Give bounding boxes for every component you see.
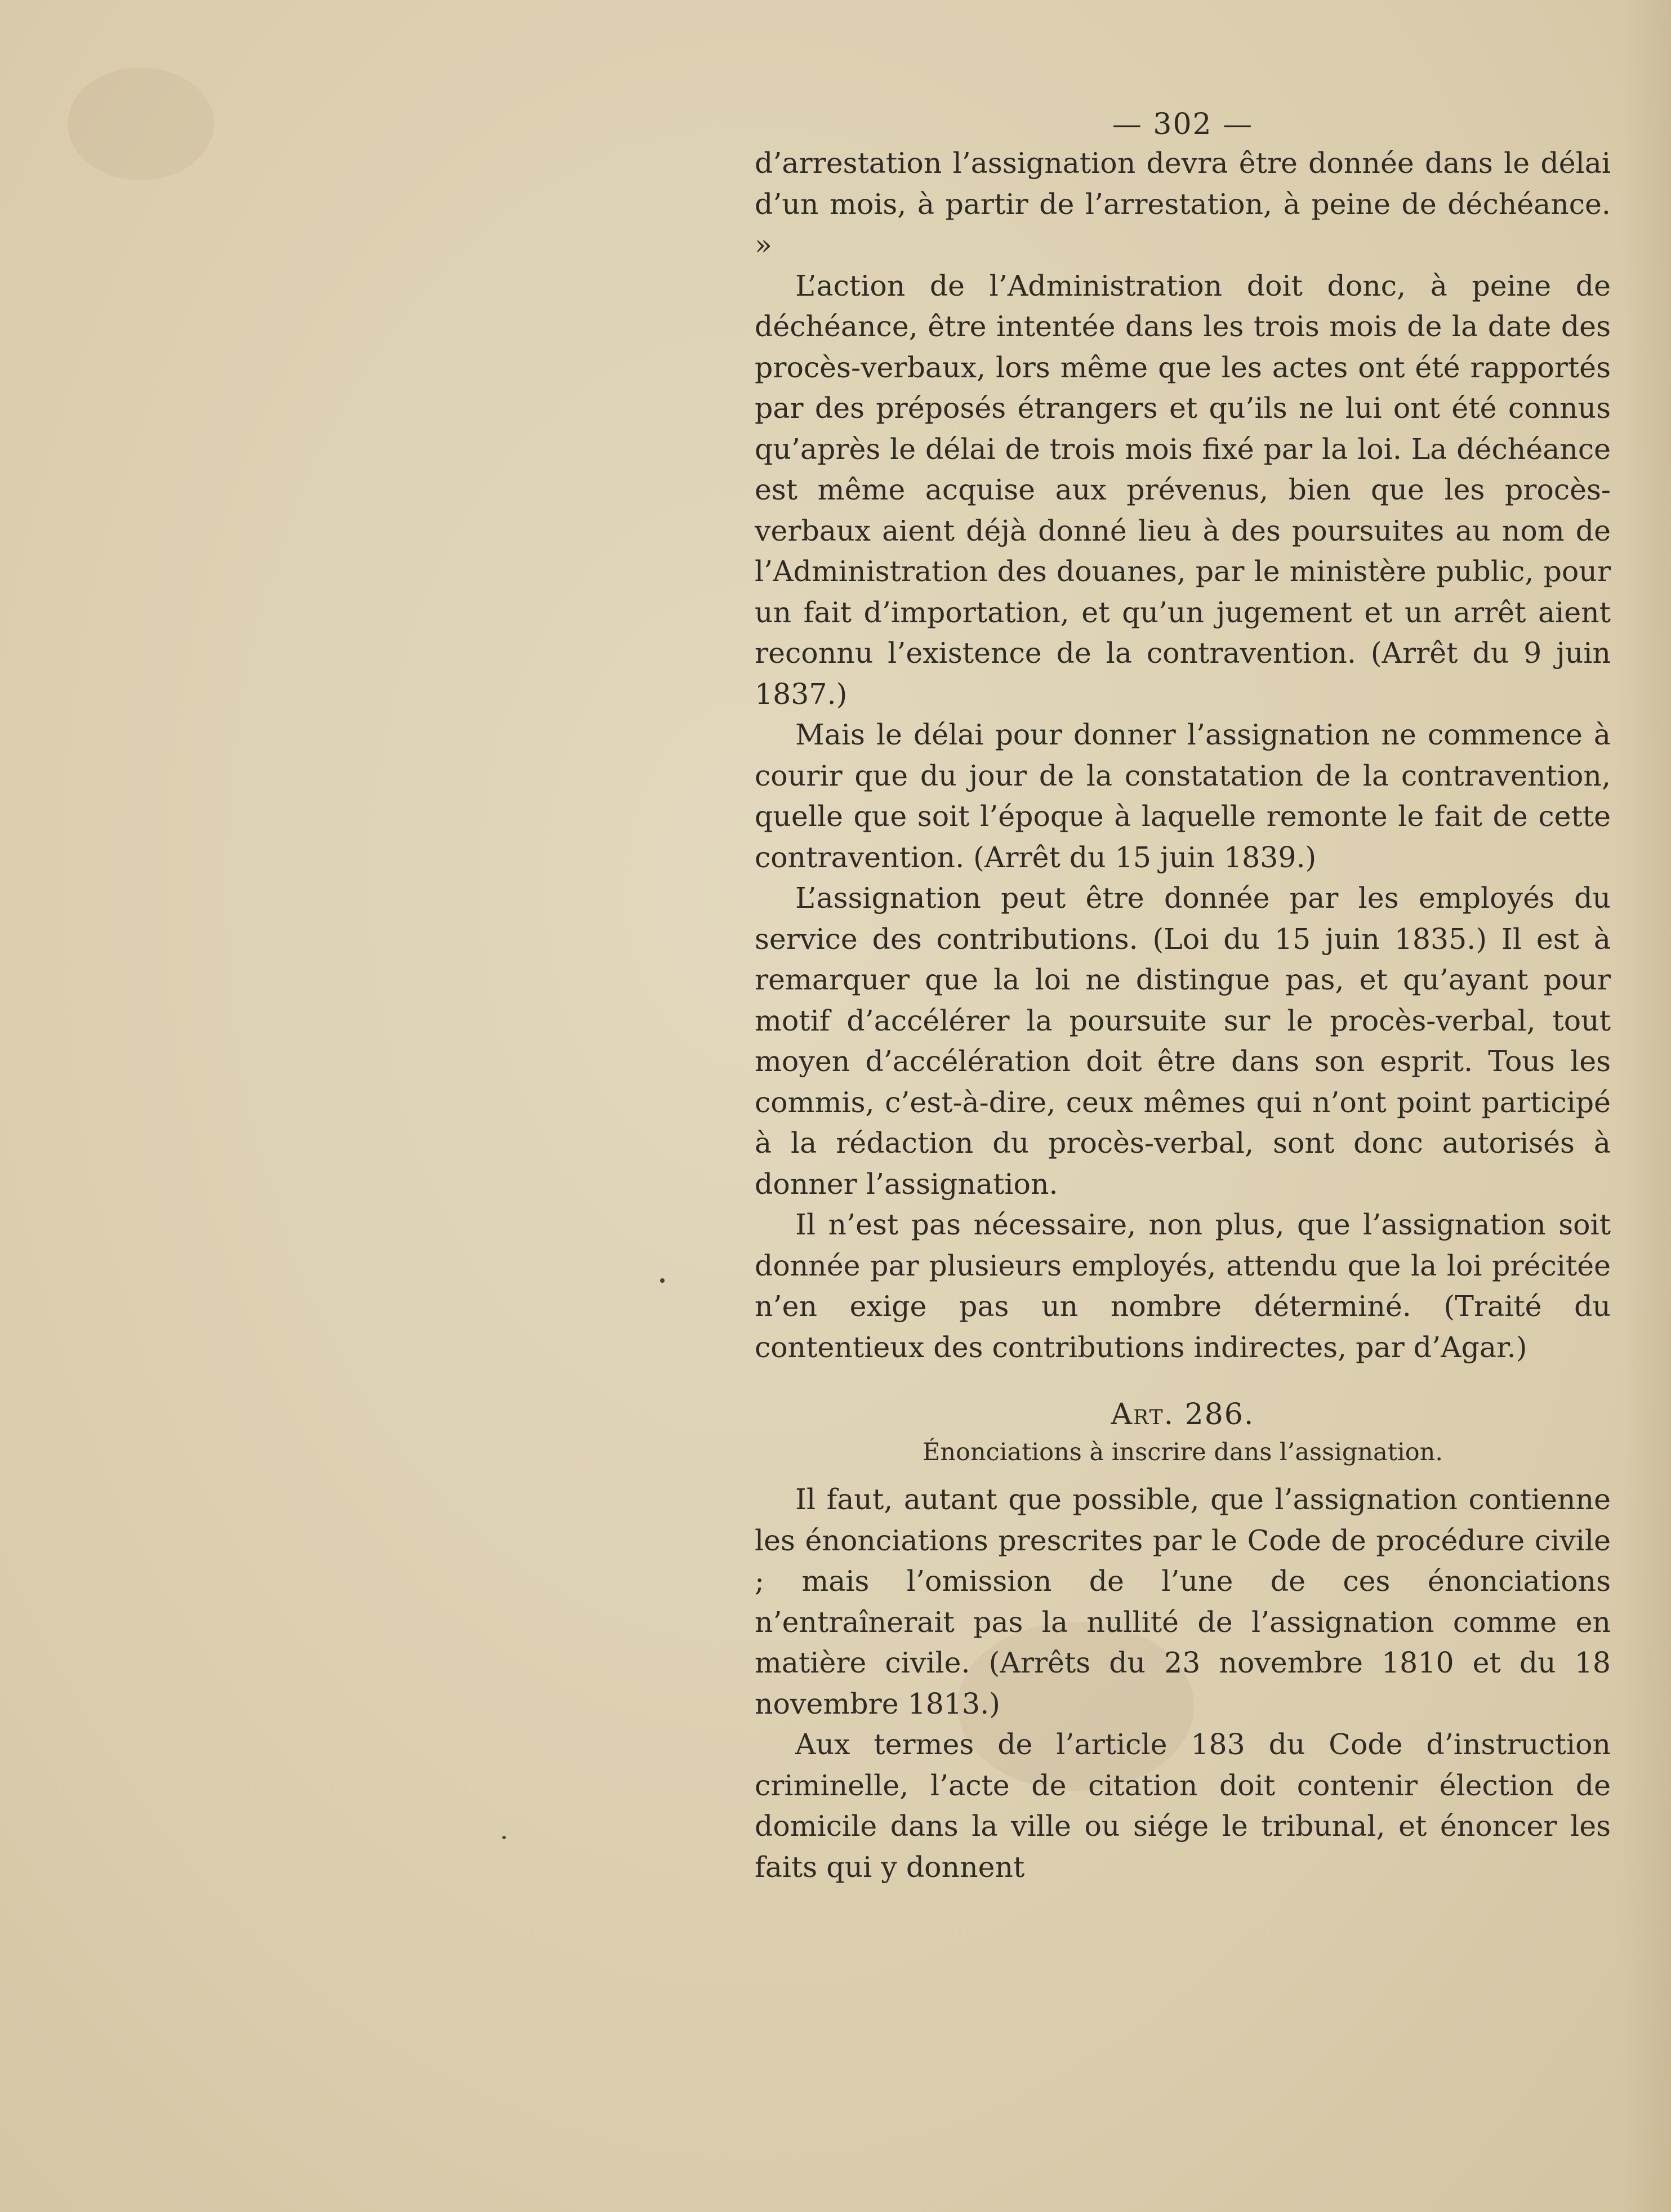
paragraph-continuation: d’arrestation l’assignation devra être donnée dans le délai d’un mois, à partir de l’arrestation, à peine de déchéance. »: [755, 146, 1611, 261]
article-title: Énonciations à inscrire dans l’assignation.: [922, 1438, 1443, 1466]
paragraph: Mais le délai pour donner l’assignation ne commence à courir que du jour de la constatation de la contravention, quelle que soit l’époque à laquelle remonte le fait de cette contravention. (Arrêt du 15 juin 1839.): [755, 718, 1611, 874]
paragraph: Il n’est pas nécessaire, non plus, que l’assignation soit donnée par plusieurs employés, attendu que la loi précitée n’en exige pas un nombre déterminé. (Traité du contentieux des contributions indirectes, par d’Agar.): [755, 1208, 1611, 1364]
paragraph: Il faut, autant que possible, que l’assignation contienne les énonciations prescrites par le Code de procédure civile ; mais l’omission de l’une de ces énonciations n’entraînerait pas la nullité de l’assignation comme en matière civile. (Arrêts du 23 novembre 1810 et du 18 novembre 1813.): [755, 1483, 1611, 1720]
ink-speck: [502, 1836, 506, 1839]
page-edge-shadow: [1620, 0, 1671, 2212]
article-number: Art. 286.: [1111, 1398, 1255, 1431]
paragraph: Aux termes de l’article 183 du Code d’instruction criminelle, l’acte de citation doit contenir élection de domicile dans la ville ou siége le tribunal, et énoncer les faits qui y donnent: [755, 1728, 1611, 1884]
paragraph: L’assignation peut être donnée par les employés du service des contributions. (Loi du 15 juin 1835.) Il est à remarquer que la loi ne distingue pas, et qu’ayant pour motif d’accélérer la poursuite sur le procès-verbal, tout moyen d’accélération doit être dans son esprit. Tous les commis, c’est-à-dire, ceux mêmes qui n’ont point participé à la rédaction du procès-verbal, sont donc autorisés à donner l’assignation.: [755, 881, 1611, 1201]
page-number: — 302 —: [1112, 108, 1254, 141]
paragraph: L’action de l’Administration doit donc, à peine de déchéance, être intentée dans les trois mois de la date des procès-verbaux, lors même que les actes ont été rapportés par des préposés étrangers et qu’ils ne lui ont été connus qu’après le délai de trois mois fixé par la loi. La déchéance est même acquise aux prévenus, bien que les procès-verbaux aient déjà donné lieu à des poursuites au nom de l’Administration des douanes, par le ministère public, pour un fait d’importation, et qu’un jugement et un arrêt aient reconnu l’existence de la contravention. (Arrêt du 9 juin 1837.): [755, 269, 1611, 711]
ink-speck: [660, 1278, 665, 1283]
paper-stain: [68, 68, 214, 180]
page-text-block: [755, 107, 1611, 1888]
